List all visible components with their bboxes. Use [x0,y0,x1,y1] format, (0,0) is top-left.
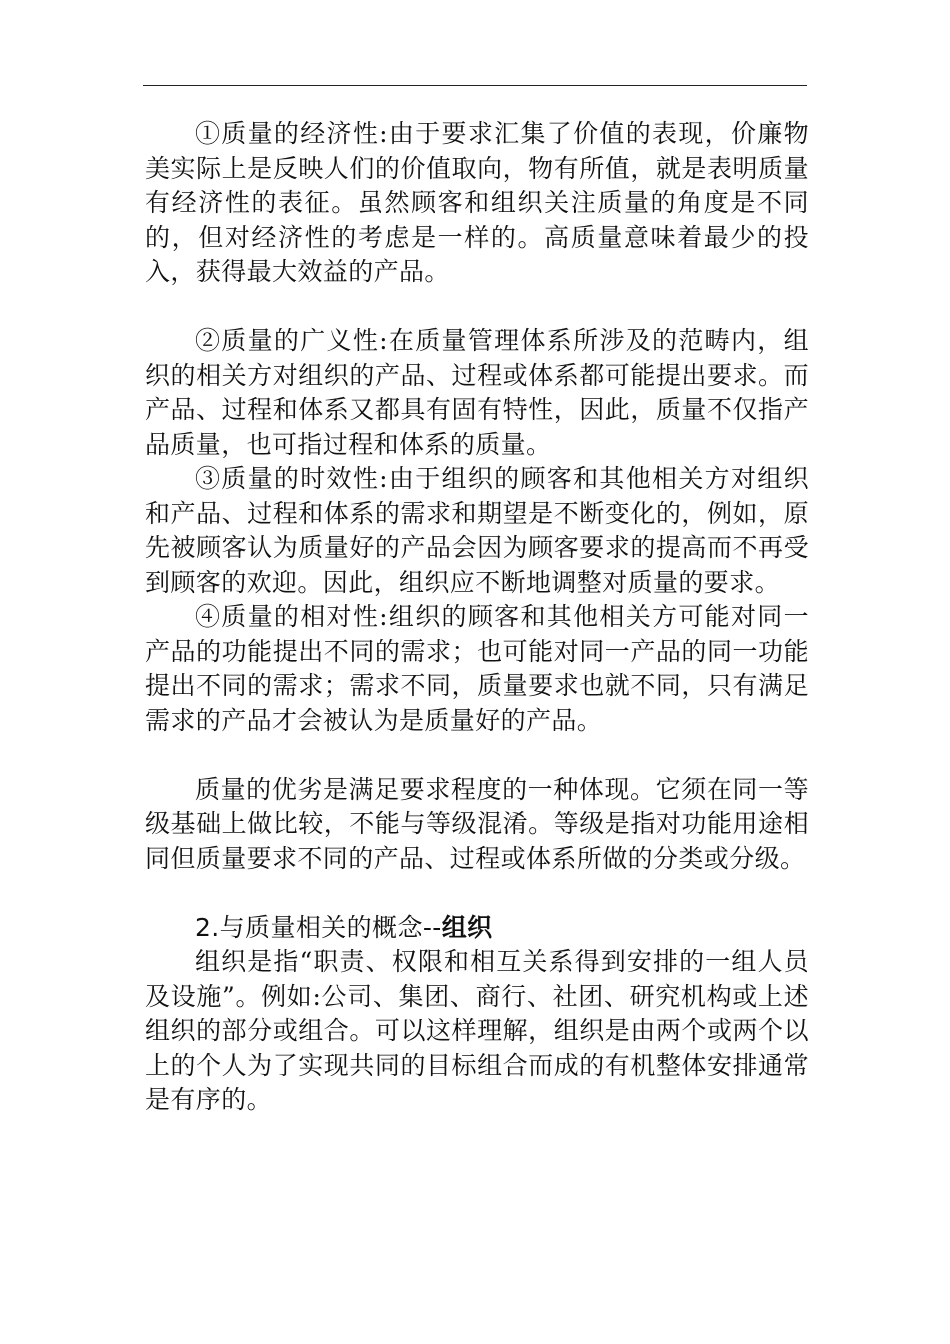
blank-line [145,738,809,773]
section-heading [145,911,809,946]
paragraph-organization: 组织是指“职责、权限和相互关系得到安排的一组人员及设施”。例如:公司、集团、商行、社团、研究机构或上述组织的部分或组合。可以这样理解，组织是由两个或两个以上的个人为了实现共同的目标组合而成的有机整体安排通常是有序的。 [145,947,809,1114]
blank-line [145,290,809,325]
paragraph-economy: ①质量的经济性:由于要求汇集了价值的表现，价廉物美实际上是反映人们的价值取向，物有所值，就是表明质量有经济性的表征。虽然顾客和组织关注质量的角度是不同的，但对经济性的考虑是一样的。高质量意味着最少的投入，获得最大效益的产品。 [145,119,809,286]
paragraph-quality-grade: 质量的优劣是满足要求程度的一种体现。它须在同一等级基础上做比较，不能与等级混淆。等级是指对功能用途相同但质量要求不同的产品、过程或体系所做的分类或分级。 [145,774,809,873]
document-body [145,117,809,1118]
section-heading-prefix: 2.与质量相关的概念-- [195,912,442,942]
blank-line [145,876,809,911]
paragraph-timeliness: ③质量的时效性:由于组织的顾客和其他相关方对组织和产品、过程和体系的需求和期望是不断变化的，例如，原先被顾客认为质量好的产品会因为顾客要求的提高而不再受到顾客的欢迎。因此，组织应不断地调整对质量的要求。 [145,464,809,597]
header-rule [143,85,807,86]
paragraph-breadth: ②质量的广义性:在质量管理体系所涉及的范畴内，组织的相关方对组织的产品、过程或体系都可能提出要求。而产品、过程和体系又都具有固有特性，因此，质量不仅指产品质量，也可指过程和体系的质量。 [145,326,809,459]
paragraph-relativity: ④质量的相对性:组织的顾客和其他相关方可能对同一产品的功能提出不同的需求；也可能对同一产品的同一功能提出不同的需求；需求不同，质量要求也就不同，只有满足需求的产品才会被认为是质量好的产品。 [145,602,809,735]
section-heading-emphasis: 组织 [441,912,493,942]
